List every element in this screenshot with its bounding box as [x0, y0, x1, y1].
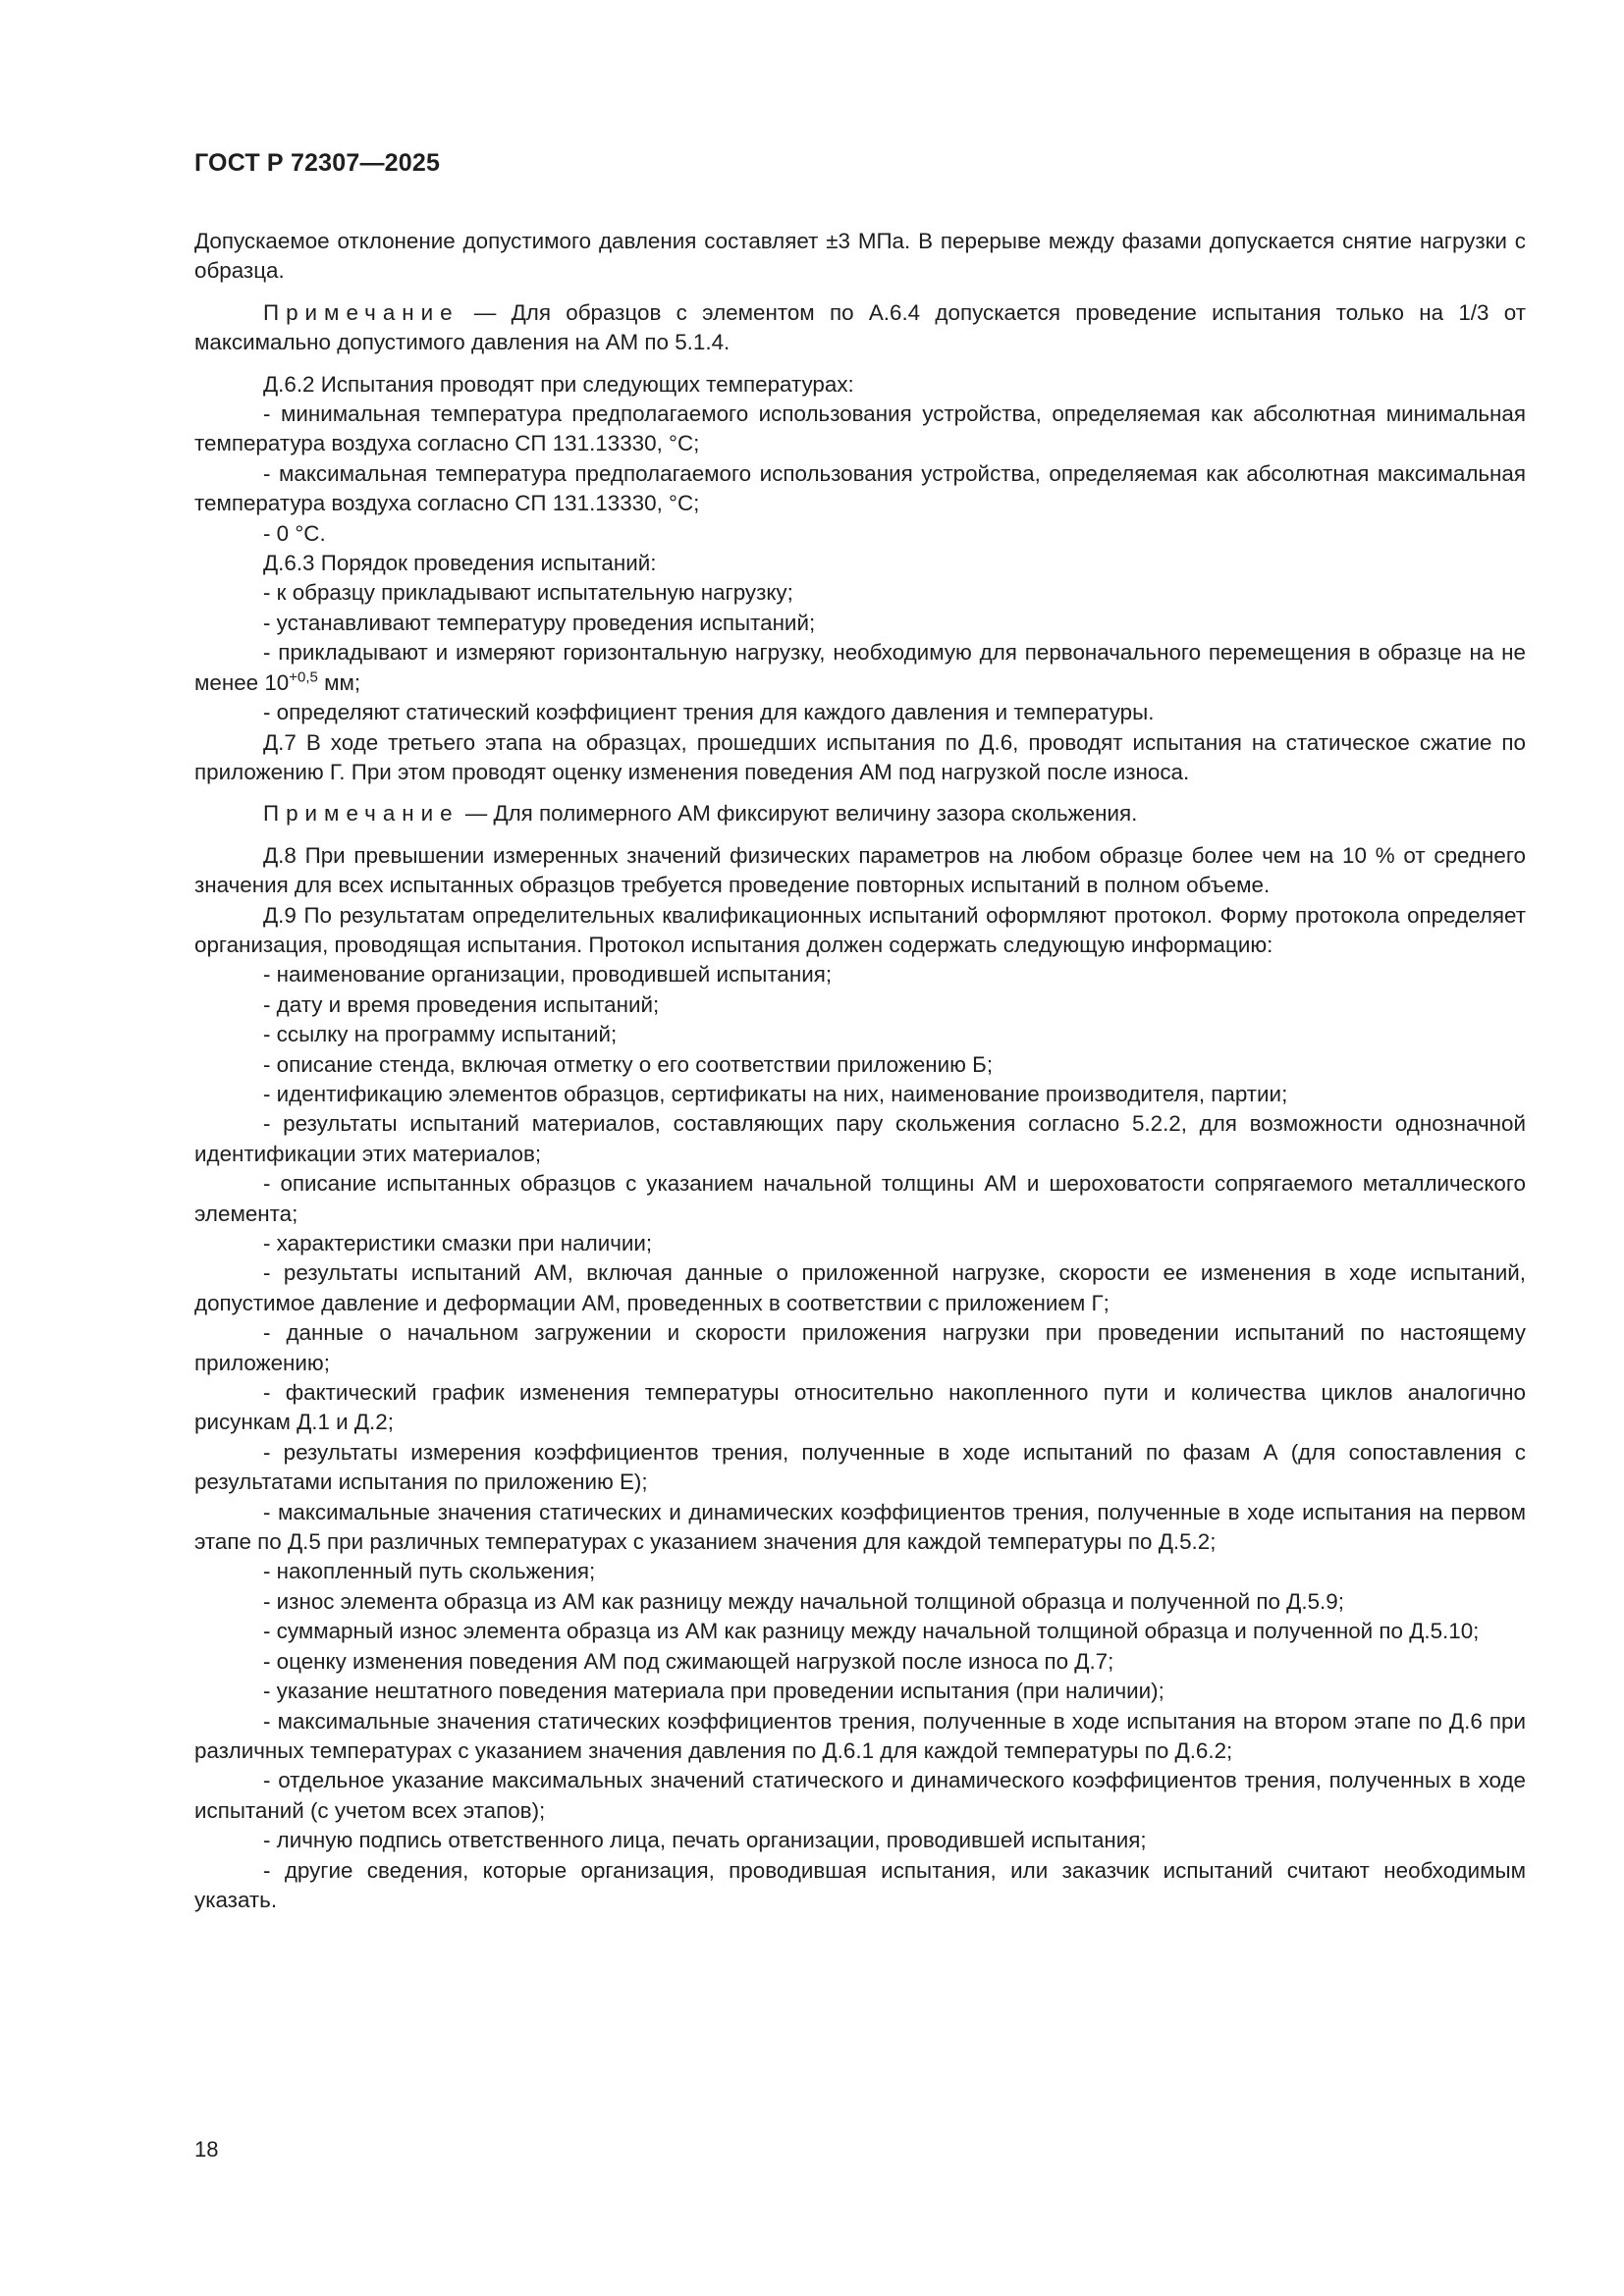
list-item: - отдельное указание максимальных значений статического и динамического коэффициентов трения, полученных в ходе испытаний (с учетом всех этапов);: [194, 1768, 1526, 1823]
list-item: - фактический график изменения температуры относительно накопленного пути и количества циклов аналогично рисункам Д.1 и Д.2;: [194, 1380, 1526, 1435]
list-item: - данные о начальном загружении и скорости приложения нагрузки при проведении испытаний по настоящему приложению;: [194, 1320, 1526, 1375]
list-item: - ссылку на программу испытаний;: [263, 1022, 618, 1047]
list-item: - дату и время проведения испытаний;: [263, 991, 660, 1017]
list-item: - суммарный износ элемента образца из АМ как разницу между начальной толщиной образца и полученной по Д.5.10;: [263, 1619, 1480, 1644]
list-item: - к образцу прикладывают испытательную нагрузку;: [263, 580, 793, 606]
list-item: - 0 °С.: [263, 520, 326, 546]
note-paragraph-1: [194, 298, 1526, 358]
note-label: Примечание: [263, 299, 460, 325]
list-item: - результаты испытаний материалов, составляющих пару скольжения согласно 5.2.2, для возможности однозначной идентификации этих материалов;: [194, 1111, 1526, 1166]
list-item: - результаты испытаний АМ, включая данные о приложенной нагрузке, скорости ее изменения в ходе испытаний, допустимое давление и деформации АМ, проведенных в соответствии с приложением Г;: [194, 1260, 1526, 1315]
paragraph-d62: Д.6.2 Испытания проводят при следующих температурах:: [263, 371, 854, 397]
list-item: - описание стенда, включая отметку о его соответствии приложению Б;: [263, 1051, 994, 1077]
list-item: - определяют статический коэффициент трения для каждого давления и температуры.: [263, 700, 1155, 725]
list-item-unit: мм;: [317, 669, 361, 695]
list-item: - результаты измерения коэффициентов трения, полученные в ходе испытаний по фазам А (для сопоставления с результатами испытания по приложению Е);: [194, 1439, 1526, 1495]
document-body: [194, 227, 1526, 1915]
list-item: - накопленный путь скольжения;: [263, 1559, 596, 1584]
list-item: - личную подпись ответственного лица, печать организации, проводившей испытания;: [263, 1828, 1147, 1853]
paragraph-d7: Д.7 В ходе третьего этапа на образцах, прошедших испытания по Д.6, проводят испытания на статическое сжатие по приложению Г. При этом проводят оценку изменения поведения АМ под нагрузкой после износа.: [194, 729, 1526, 784]
list-item: - наименование организации, проводившей испытания;: [263, 962, 833, 988]
tolerance-superscript: +0,5: [289, 668, 318, 686]
list-item: - идентификацию элементов образцов, сертификаты на них, наименование производителя, партии;: [263, 1081, 1288, 1106]
list-item: - износ элемента образца из АМ как разницу между начальной толщиной образца и полученной по Д.5.9;: [263, 1588, 1344, 1614]
list-item: - максимальная температура предполагаемого использования устройства, определяемая как абсолютная максимальная температура воздуха согласно СП 131.13330, °С;: [194, 460, 1526, 516]
paragraph-d63: Д.6.3 Порядок проведения испытаний:: [263, 551, 657, 576]
page-number: 18: [194, 2137, 219, 2162]
list-item-text: - прикладывают и измеряют горизонтальную нагрузку, необходимую для первоначального перемещения в образце на не менее 10: [194, 640, 1526, 695]
note-label: Примечание: [263, 801, 460, 827]
list-item: - описание испытанных образцов с указанием начальной толщины АМ и шероховатости сопрягаемого металлического элемента;: [194, 1171, 1526, 1226]
list-item: [194, 638, 1526, 698]
list-item: - оценку изменения поведения АМ под сжимающей нагрузкой после износа по Д.7;: [263, 1648, 1114, 1674]
list-item: - минимальная температура предполагаемого использования устройства, определяемая как абсолютная минимальная температура воздуха согласно СП 131.13330, °С;: [194, 401, 1526, 456]
paragraph-d9: Д.9 По результатам определительных квалификационных испытаний оформляют протокол. Форму протокола определяет организация, проводящая испытания. Протокол испытания должен содержать следующую информацию:: [194, 902, 1526, 957]
note-text: — Для полимерного АМ фиксируют величину зазора скольжения.: [459, 801, 1138, 827]
note-text: — Для образцов с элементом по А.6.4 допускается проведение испытания только на 1/3 от максимально допустимого давления на АМ по 5.1.4.: [194, 299, 1526, 355]
list-item: - устанавливают температуру проведения испытаний;: [263, 610, 816, 635]
list-item: - характеристики смазки при наличии;: [263, 1231, 653, 1255]
document-header: ГОСТ Р 72307—2025: [194, 149, 441, 177]
list-item: - максимальные значения статических и динамических коэффициентов трения, полученные в ходе испытания на первом этапе по Д.5 при различных температурах с указанием значения для каждой температуры по Д.5.2;: [194, 1499, 1526, 1555]
list-item: - другие сведения, которые организация, проводившая испытания, или заказчик испытаний считают необходимым указать.: [194, 1857, 1526, 1912]
paragraph-pressure-deviation: Допускаемое отклонение допустимого давления составляет ±3 МПа. В перерыве между фазами допускается снятие нагрузки с образца.: [194, 229, 1526, 284]
list-item: - указание нештатного поведения материала при проведении испытания (при наличии);: [263, 1679, 1164, 1704]
note-paragraph-2: [194, 799, 1526, 828]
paragraph-d8: Д.8 При превышении измеренных значений физических параметров на любом образце более чем на 10 % от среднего значения для всех испытанных образцов требуется проведение повторных испытаний в полном объеме.: [194, 842, 1526, 898]
list-item: - максимальные значения статических коэффициентов трения, полученные в ходе испытания на втором этапе по Д.6 при различных температурах с указанием значения давления по Д.6.1 для каждой температуры по Д.6.2;: [194, 1708, 1526, 1763]
